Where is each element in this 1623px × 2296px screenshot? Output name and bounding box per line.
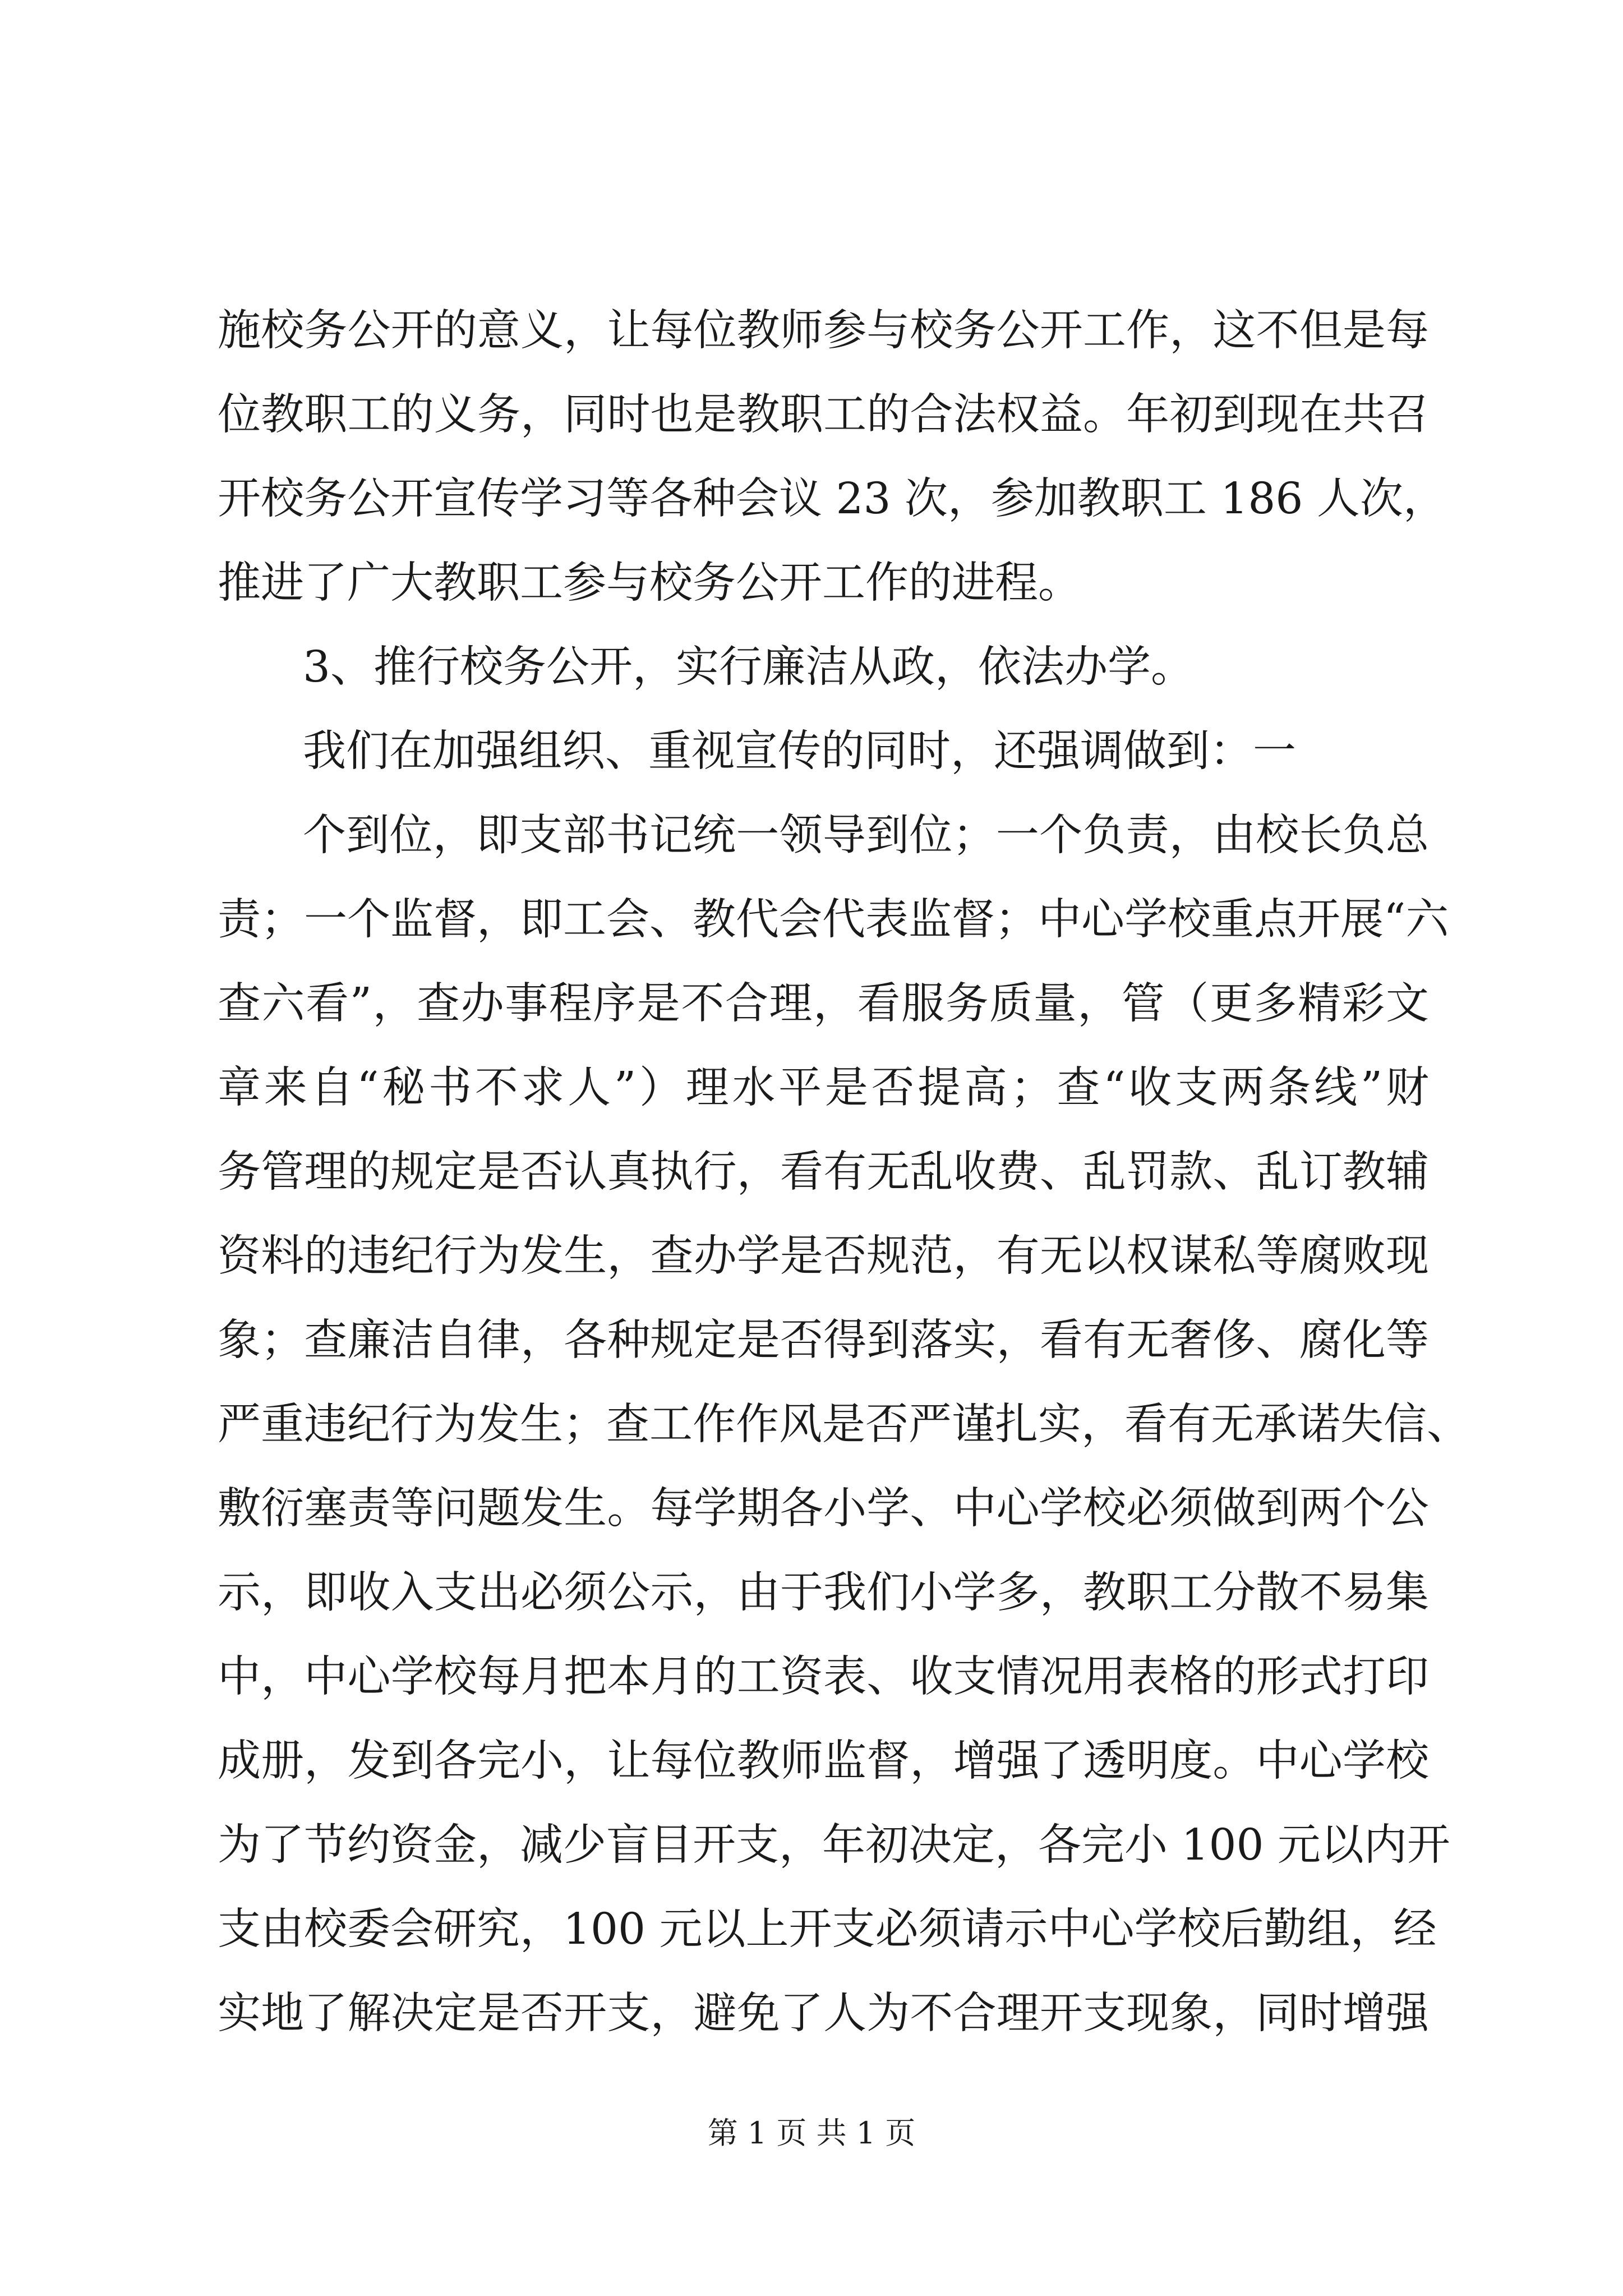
section-heading: 3、推行校务公开，实行廉洁从政，依法办学。 [303,642,1194,692]
page-footer: 第 1 页 共 1 页 [707,2115,916,2151]
body-line: 查六看”，查办事程序是不合理，看服务质量，管（更多精彩文 [218,979,1429,1029]
body-line: 我们在加强组织、重视宣传的同时，还强调做到：一 [303,726,1296,776]
body-line: 敷衍塞责等问题发生。每学期各小学、中心学校必须做到两个公 [218,1484,1429,1534]
body-line: 资料的违纪行为发生，查办学是否规范，有无以权谋私等腐败现 [218,1231,1429,1281]
body-line: 实地了解决定是否开支，避免了人为不合理开支现象，同时增强 [218,1989,1429,2039]
body-line: 推进了广大教职工参与校务公开工作的进程。 [218,558,1081,608]
body-line: 章来自“秘书不求人”）理水平是否提高；查“收支两条线”财 [218,1063,1429,1113]
body-line: 中，中心学校每月把本月的工资表、收支情况用表格的形式打印 [218,1652,1429,1702]
body-line: 象；查廉洁自律，各种规定是否得到落实，看有无奢侈、腐化等 [218,1315,1429,1365]
body-line: 个到位，即支部书记统一领导到位；一个负责，由校长负总 [303,811,1429,861]
body-line: 开校务公开宣传学习等各种会议 23 次，参加教职工 186 人次， [218,474,1446,524]
body-line: 责；一个监督，即工会、教代会代表监督；中心学校重点开展“六 [218,895,1449,945]
body-line: 示，即收入支出必须公示，由于我们小学多，教职工分散不易集 [218,1568,1429,1618]
body-line: 支由校委会研究，100 元以上开支必须请示中心学校后勤组，经 [218,1904,1437,1954]
body-line: 为了节约资金，减少盲目开支，年初决定，各完小 100 元以内开 [218,1820,1450,1870]
body-line: 严重违纪行为发生；查工作作风是否严谨扎实，看有无承诺失信、 [218,1400,1470,1450]
body-line: 施校务公开的意义，让每位教师参与校务公开工作，这不但是每 [218,306,1429,356]
body-line: 务管理的规定是否认真执行，看有无乱收费、乱罚款、乱订教辅 [218,1147,1429,1197]
body-line: 位教职工的义务，同时也是教职工的合法权益。年初到现在共召 [218,390,1429,440]
body-line: 成册，发到各完小，让每位教师监督，增强了透明度。中心学校 [218,1736,1429,1786]
